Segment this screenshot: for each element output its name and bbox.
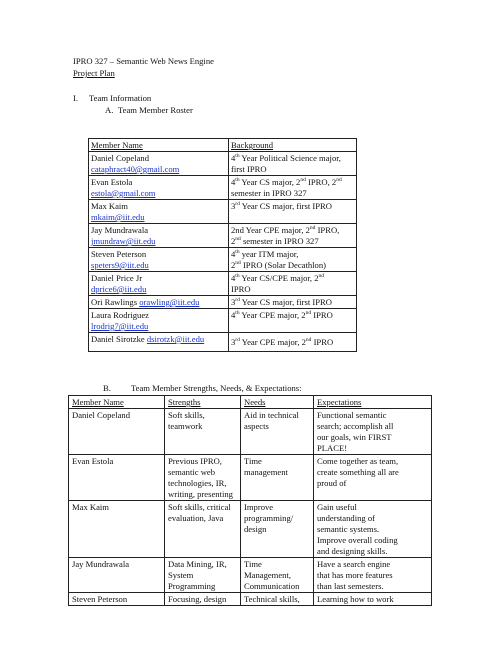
member-name: Max Kaim (91, 201, 128, 211)
table-row (69, 558, 432, 593)
background-line: 2nd semester in IPRO 327 (231, 236, 319, 246)
table-row (69, 455, 432, 501)
member-name: Steven Peterson (69, 593, 165, 606)
background-line: 4th Year CPE major, 2nd IPRO (231, 310, 333, 320)
section-number-I: I. (73, 93, 79, 103)
table-row (89, 224, 357, 248)
column-header: Strengths (165, 396, 241, 409)
member-name: Laura Rodriguez (91, 310, 149, 320)
member-name: Jay Mundrawala (91, 225, 149, 235)
document-subtitle: Project Plan (73, 68, 115, 78)
background-line: 4th Year Political Science major, (231, 153, 341, 163)
member-name: Daniel Copeland (91, 153, 149, 163)
table-row (89, 296, 357, 309)
column-header: Member Name (69, 396, 165, 409)
section-heading-team-information: Team Information (89, 93, 152, 103)
member-name: Steven Peterson (91, 249, 147, 259)
background-line: 4th year ITM major, (231, 249, 299, 259)
table-row (89, 200, 357, 224)
background-line: 3rd Year CS major, first IPRO (231, 201, 332, 211)
table-row (89, 309, 357, 333)
strengths-needs-table (68, 395, 432, 606)
background-line: first IPRO (231, 164, 267, 174)
email-link[interactable]: speters9@iit.edu (91, 260, 149, 270)
subsection-letter-B: B. (103, 383, 111, 393)
table-row (89, 152, 357, 176)
needs-cell: Technical skills, (241, 593, 314, 606)
member-name: Evan Estola (69, 455, 165, 501)
email-link[interactable]: dprice6@iit.edu (91, 284, 147, 294)
background-line: 4th Year CS/CPE major, 2nd (231, 273, 324, 283)
expectations-cell: Have a search engine that has more features than last semesters. (314, 558, 432, 593)
table-row (89, 333, 357, 352)
email-link[interactable]: jmundraw@iit.edu (91, 236, 156, 246)
table-row (69, 593, 432, 606)
strengths-cell: Soft skills, critical evaluation, Java (165, 501, 241, 558)
email-link[interactable]: dsirotzk@iit.edu (146, 334, 205, 344)
strengths-cell: Data Mining, IR, System Programming (165, 558, 241, 593)
expectations-cell: Functional semantic search; accomplish all our goals, win FIRST PLACE! (314, 409, 432, 455)
needs-cell: Time Management, Communication (241, 558, 314, 593)
email-link[interactable]: mkaim@iit.edu (91, 212, 145, 222)
needs-cell: Time management (241, 455, 314, 501)
background-line: semester in IPRO 327 (231, 188, 307, 198)
table-row (89, 248, 357, 272)
strengths-cell: Focusing, design (165, 593, 241, 606)
background-line: 4th Year CS major, 2nd IPRO, 2nd (231, 177, 342, 187)
expectations-cell: Gain useful understanding of semantic systems. Improve overall coding and designing skills. (314, 501, 432, 558)
background-line: IPRO (231, 284, 251, 294)
column-header: Member Name (89, 139, 229, 152)
email-link[interactable]: cataphract40@gmail.com (91, 164, 180, 174)
background-line: 2nd Year CPE major, 2nd IPRO, (231, 225, 340, 235)
expectations-cell: Learning how to work (314, 593, 432, 606)
needs-cell: Aid in technical aspects (241, 409, 314, 455)
email-link[interactable]: lrodrig7@iit.edu (91, 321, 149, 331)
table-row (69, 409, 432, 455)
subsection-heading-roster: Team Member Roster (118, 105, 193, 115)
member-name: Daniel Copeland (69, 409, 165, 455)
background-line: 3rd Year CS major, first IPRO (231, 297, 332, 307)
member-name: Ori Rawlings (91, 297, 138, 307)
table-row (89, 176, 357, 200)
table-row (89, 272, 357, 296)
document-title: IPRO 327 – Semantic Web News Engine (73, 56, 214, 66)
member-name: Max Kaim (69, 501, 165, 558)
member-name: Evan Estola (91, 177, 133, 187)
column-header: Needs (241, 396, 314, 409)
column-header: Background (229, 139, 357, 152)
member-name: Jay Mundrawala (69, 558, 165, 593)
needs-cell: Improve programming/ design (241, 501, 314, 558)
strengths-cell: Soft skills, teamwork (165, 409, 241, 455)
email-link[interactable]: orawling@iit.edu (139, 297, 200, 307)
subsection-letter-A: A. (105, 105, 114, 115)
table-header-row (89, 139, 357, 152)
background-line: 3rd Year CPE major, 2nd IPRO (231, 337, 334, 347)
strengths-cell: Previous IPRO, semantic web technologies, IR, writing, presenting (165, 455, 241, 501)
column-header: Expectations (314, 396, 432, 409)
expectations-cell: Come together as team, create something all are proud of (314, 455, 432, 501)
subsection-heading-strengths: Team Member Strengths, Needs, & Expectations: (131, 383, 302, 393)
table-header-row (69, 396, 432, 409)
member-name: Daniel Price Jr (91, 273, 143, 283)
team-roster-table (88, 138, 357, 352)
table-row (69, 501, 432, 558)
background-line: 2nd IPRO (Solar Decathlon) (231, 260, 327, 270)
email-link[interactable]: estola@gmail.com (91, 188, 156, 198)
member-name: Daniel Sirotzke (91, 334, 145, 344)
